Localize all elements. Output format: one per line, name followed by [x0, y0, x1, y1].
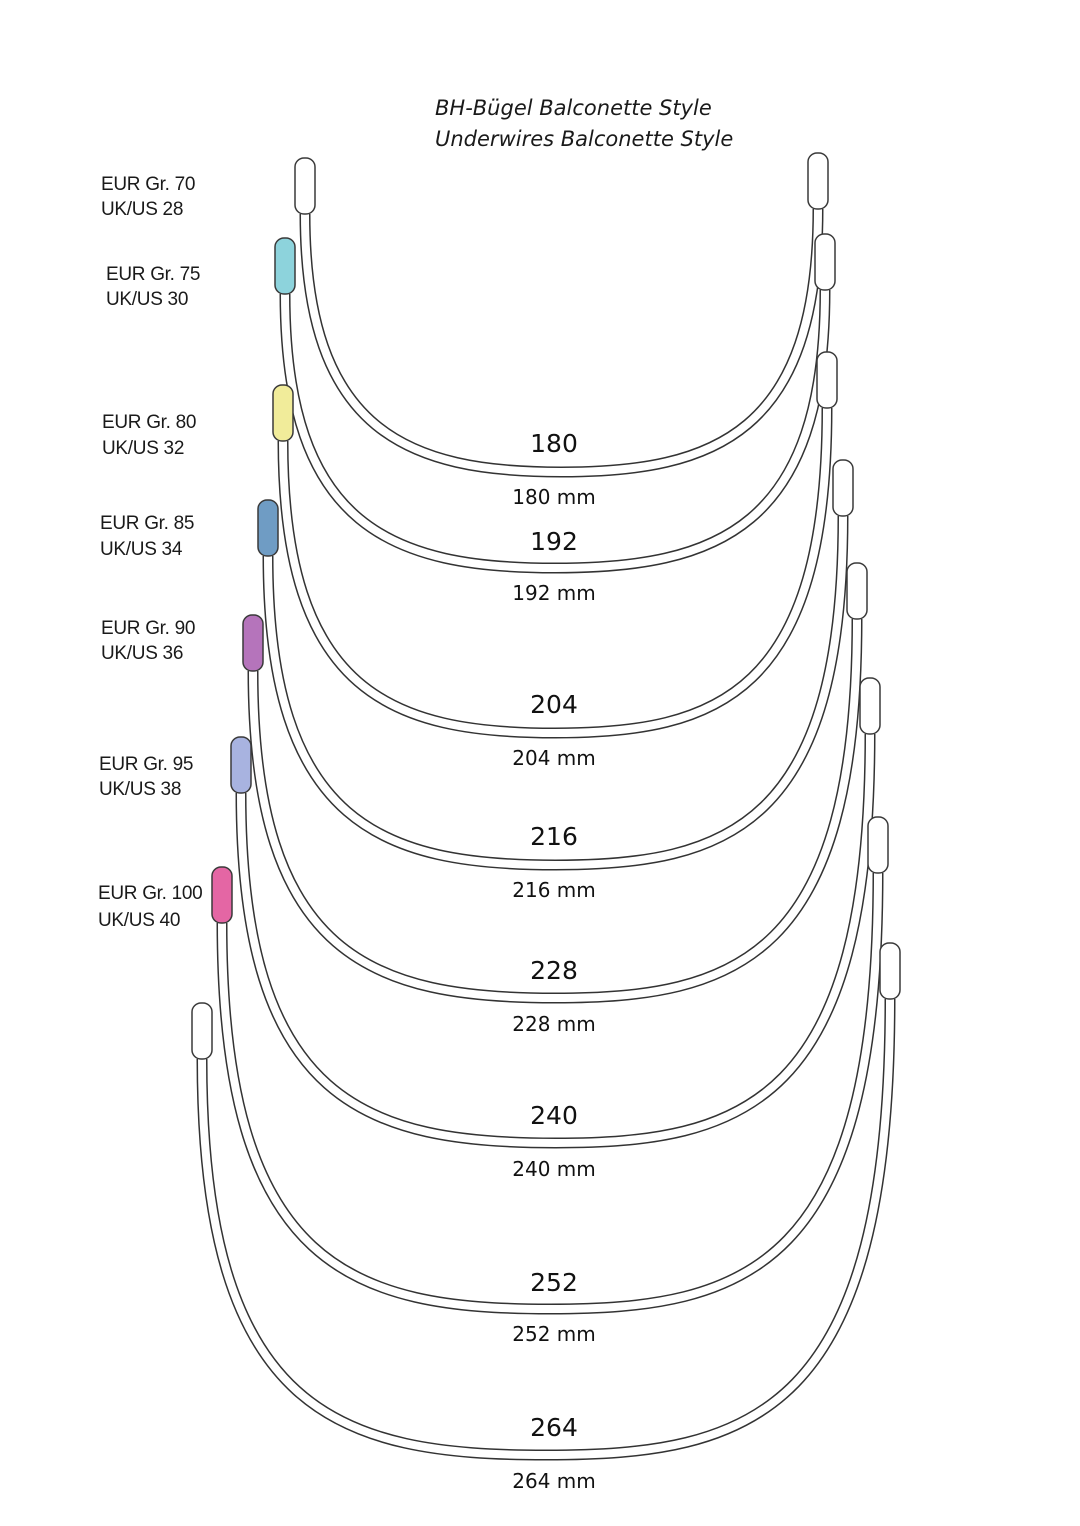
wire-length-label: 180 mm: [512, 485, 596, 509]
wire-tip-left: [295, 158, 315, 214]
wire-tip-right: [833, 460, 853, 516]
wire-number-label: 252: [530, 1268, 578, 1297]
size-label-ukus: UK/US 32: [102, 438, 185, 459]
size-label-eur: EUR Gr. 70: [101, 174, 196, 195]
size-label-eur: EUR Gr. 85: [100, 513, 195, 534]
wire-tip-left: [243, 615, 263, 671]
size-label-ukus: UK/US 36: [101, 643, 184, 664]
wire-number-label: 228: [530, 956, 578, 985]
wire-tip-left: [273, 385, 293, 441]
wire-length-label: 264 mm: [512, 1469, 596, 1493]
size-label-ukus: UK/US 28: [101, 199, 184, 220]
wire-number-label: 192: [530, 527, 578, 556]
size-label-ukus: UK/US 38: [99, 779, 182, 800]
wire-length-label: 228 mm: [512, 1012, 596, 1036]
wire-tip-left: [231, 737, 251, 793]
wire-labels: [512, 429, 596, 1493]
wire-length-label: 204 mm: [512, 746, 596, 770]
wire-tip-right: [817, 352, 837, 408]
size-label-eur: EUR Gr. 90: [101, 618, 196, 639]
wire-core: [222, 873, 878, 1309]
wires-group: [192, 153, 900, 1455]
size-label-eur: EUR Gr. 100: [98, 883, 203, 904]
wire-tip-right: [847, 563, 867, 619]
size-label-ukus: UK/US 30: [106, 289, 189, 310]
wire-length-label: 192 mm: [512, 581, 596, 605]
wire-number-label: 180: [530, 429, 578, 458]
wire-tip-left: [212, 867, 232, 923]
wire-tip-right: [860, 678, 880, 734]
size-label-ukus: UK/US 40: [98, 910, 181, 931]
wire-tip-left: [192, 1003, 212, 1059]
wire-number-label: 240: [530, 1101, 578, 1130]
underwire: [243, 563, 867, 998]
wire-tip-right: [880, 943, 900, 999]
size-labels: [98, 174, 202, 931]
size-label-eur: EUR Gr. 80: [102, 412, 197, 433]
wire-length-label: 216 mm: [512, 878, 596, 902]
wire-tip-left: [275, 238, 295, 294]
diagram-title-english: Underwires Balconette Style: [435, 127, 734, 151]
size-label-eur: EUR Gr. 95: [99, 754, 194, 775]
wire-number-label: 264: [530, 1413, 578, 1442]
size-label-ukus: UK/US 34: [100, 539, 183, 560]
wire-tip-right: [808, 153, 828, 209]
wire-number-label: 216: [530, 822, 578, 851]
wire-tip-right: [815, 234, 835, 290]
wire-tip-left: [258, 500, 278, 556]
wire-length-label: 252 mm: [512, 1322, 596, 1346]
diagram-title-german: BH-Bügel Balconette Style: [435, 96, 712, 120]
underwire: [295, 153, 828, 472]
size-label-eur: EUR Gr. 75: [106, 264, 201, 285]
wire-number-label: 204: [530, 690, 578, 719]
wire-tip-right: [868, 817, 888, 873]
wire-length-label: 240 mm: [512, 1157, 596, 1181]
